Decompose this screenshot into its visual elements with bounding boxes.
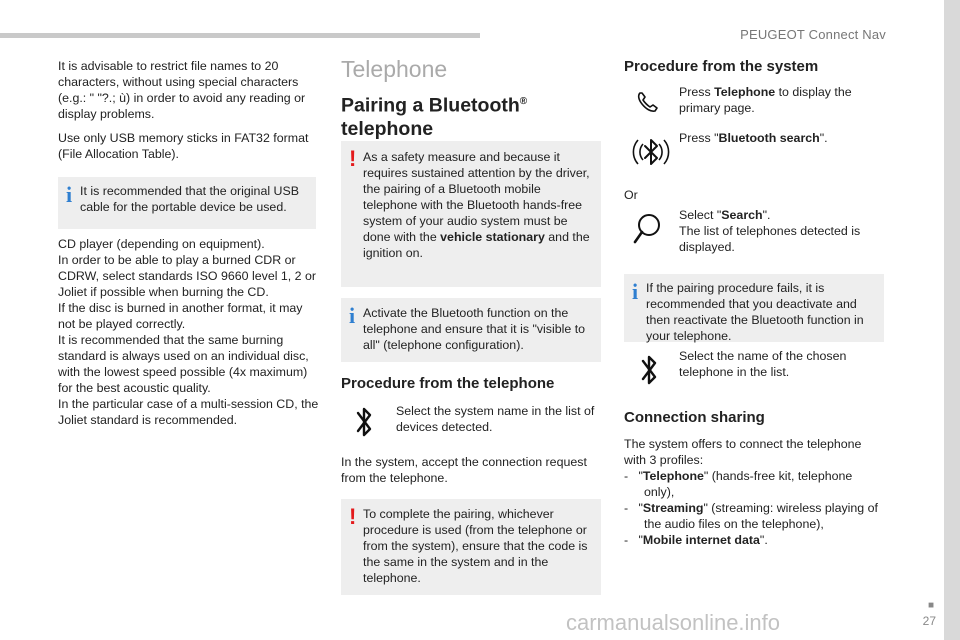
registered-mark: ® <box>519 96 528 107</box>
header-title: PEUGEOT Connect Nav <box>740 27 886 42</box>
or-label: Or <box>624 188 638 202</box>
info-icon: i <box>632 279 639 304</box>
list-bold: Telephone <box>642 469 704 483</box>
procedure-system-heading: Procedure from the system <box>624 58 819 75</box>
info-box-usb-cable <box>58 177 316 229</box>
telephone-icon <box>634 88 662 116</box>
step-text: Press " <box>679 131 719 145</box>
step-text: ". <box>762 208 771 222</box>
step-bluetooth-search <box>679 130 869 146</box>
warning-box-text <box>363 149 593 261</box>
header-rule <box>0 33 480 38</box>
list-dash: - <box>624 533 629 547</box>
step-search-result: The list of telephones detected is displayed. <box>679 224 861 254</box>
step-bold: Search <box>721 208 763 222</box>
list-bold: Streaming <box>642 501 704 515</box>
cd-line: If the disc is burned in another format, it may not be played correctly. <box>58 301 303 331</box>
bluetooth-icon <box>352 404 376 440</box>
warning-box-code <box>341 499 601 595</box>
side-scroll-bar <box>944 0 960 640</box>
profiles-list <box>624 468 886 548</box>
list-item <box>624 500 886 532</box>
step-text: ". <box>819 131 828 145</box>
list-item <box>624 532 886 548</box>
warning-box-safety <box>341 141 601 287</box>
usb-format-paragraph: Use only USB memory sticks in FAT32 format (File Allocation Table). <box>58 131 309 161</box>
warning-text-a: As a safety measure and because it requires sustained attention by the driver, the pairing of a Bluetooth mobile telephone with the Bluetooth hands-free system of your audio system must be done with the <box>363 150 590 244</box>
warning-box-text: To complete the pairing, whichever procedure is used (from the telephone or from the system), ensure that the code is the same in the system and in the telephone. <box>363 507 588 585</box>
pairing-heading <box>341 90 591 141</box>
page-number: 27 <box>922 614 936 628</box>
section-title: Telephone <box>341 56 448 82</box>
step-bold: Bluetooth search <box>718 131 820 145</box>
connection-sharing-paragraph: The system offers to connect the telephone with 3 profiles: <box>624 437 862 467</box>
step-select-telephone: Select the name of the chosen telephone in the list. <box>679 349 847 379</box>
procedure-phone-paragraph: In the system, accept the connection request from the telephone. <box>341 455 587 485</box>
search-icon <box>631 210 663 254</box>
step-search-line <box>679 207 879 223</box>
step-bold: Telephone <box>714 85 776 99</box>
warning-icon: ! <box>349 504 357 529</box>
info-box-activate-bluetooth <box>341 298 601 362</box>
page-marker: ■ <box>927 600 934 611</box>
list-dash: - <box>624 501 629 515</box>
info-icon: i <box>66 182 73 207</box>
cd-player-paragraph <box>58 236 320 428</box>
warning-icon: ! <box>349 146 357 171</box>
warning-text-bold: vehicle stationary <box>440 230 545 244</box>
step-telephone <box>679 84 869 116</box>
info-icon: i <box>349 303 356 328</box>
cd-line: It is recommended that the same burning standard is always used on an individual disc, with the lowest speed possible (4x maximum) for the best acoustic quality. <box>58 333 309 395</box>
cd-line: In order to be able to play a burned CDR or CDRW, select standards ISO 9660 level 1, 2 or Joliet if possible when burning the CD. <box>58 253 317 299</box>
info-box-text: If the pairing procedure fails, it is recommended that you deactivate and then reactivate the Bluetooth function in your telephone. <box>646 281 864 343</box>
cd-line: In the particular case of a multi-session CD, the Joliet standard is recommended. <box>58 397 319 427</box>
pairing-heading-b: telephone <box>341 117 434 140</box>
procedure-phone-heading: Procedure from the telephone <box>341 375 555 392</box>
procedure-phone-step: Select the system name in the list of devices detected. <box>396 404 595 434</box>
list-quote: " <box>638 533 643 547</box>
list-text: ". <box>759 533 768 547</box>
info-box-text: It is recommended that the original USB cable for the portable device be used. <box>80 184 300 214</box>
step-text: Select " <box>679 208 722 222</box>
pairing-heading-a: Pairing a Bluetooth <box>341 94 520 117</box>
list-bold: Mobile internet data <box>642 533 760 547</box>
info-box-text: Activate the Bluetooth function on the telephone and ensure that it is "visible to all" (telephone configuration). <box>363 306 586 352</box>
usb-filename-paragraph: It is advisable to restrict file names to 20 characters, without using special characters (e.g.: " "?.; ù) in order to avoid any reading or display problems. <box>58 59 306 121</box>
bluetooth-icon <box>637 352 661 388</box>
cd-line: CD player (depending on equipment). <box>58 237 265 251</box>
list-text: " (streaming: wireless playing of the audio files on the telephone), <box>644 501 878 531</box>
list-quote: " <box>638 469 643 483</box>
step-text: to display the primary page. <box>679 85 852 115</box>
watermark: carmanualsonline.info <box>566 610 781 635</box>
list-item <box>624 468 886 500</box>
warning-text-b: and the ignition on. <box>363 230 590 260</box>
step-search <box>679 207 879 255</box>
step-text: Press <box>679 85 715 99</box>
list-quote: " <box>638 501 643 515</box>
bluetooth-search-icon <box>630 126 672 178</box>
connection-sharing-heading: Connection sharing <box>624 409 765 426</box>
list-text: " (hands-free kit, telephone only), <box>644 469 853 499</box>
info-box-pairing-fails <box>624 274 884 342</box>
list-dash: - <box>624 469 629 483</box>
